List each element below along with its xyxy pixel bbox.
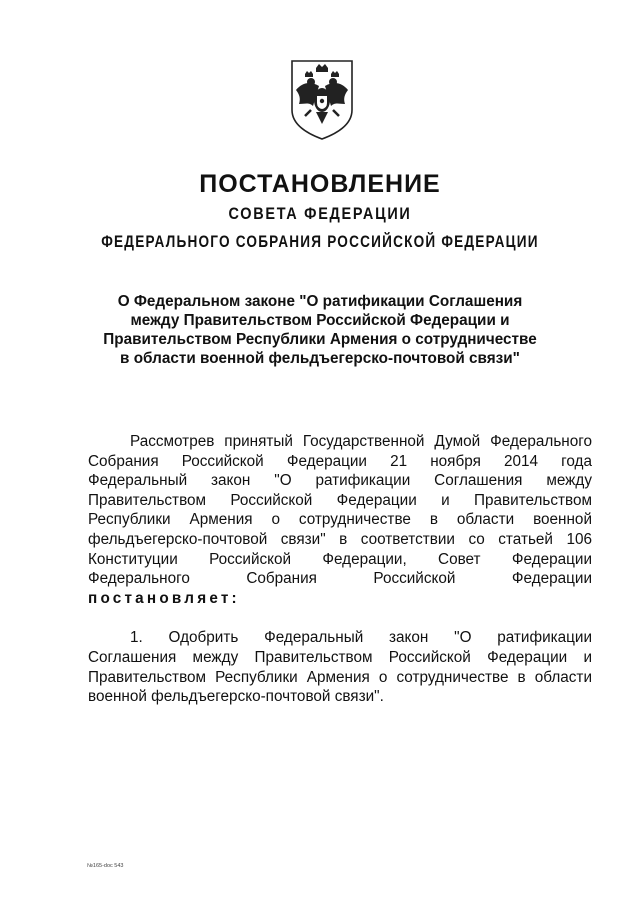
preamble-paragraph [88,432,592,608]
subject-line: О Федеральном законе "О ратификации Соглашения [117,293,523,310]
document-title: ПОСТАНОВЛЕНИЕ [199,170,441,198]
paragraph-line: Конституции Российской Федерации, Совет Федерации [88,550,592,568]
paragraph-line: фельдъегерско-почтовой связи" в соответствии со статьей 106 [88,530,592,548]
subject-line: между Правительством Российской Федерации и [130,312,510,329]
paragraph-line: 1. Одобрить Федеральный закон "О ратификации [130,629,592,647]
paragraph-line: Собрания Российской Федерации 21 ноября 2014 года [88,452,592,470]
subject-line: Правительством Республики Армения о сотрудничестве [103,331,537,348]
paragraph-line: Республики Армения о сотрудничестве в области военной [88,511,592,529]
document-subject [70,292,570,368]
paragraph-line: Правительством Российской Федерации и Правительством [88,491,592,509]
paragraph-line: Федерального Собрания Российской Федерации [88,570,592,588]
decree-word: постановляет: [88,589,240,607]
issuer-line: СОВЕТА ФЕДЕРАЦИИ [228,204,412,223]
paragraph-line: Соглашения между Правительством Российской Федерации и [88,648,592,666]
paragraph-line: Федеральный закон "О ратификации Соглашения между [88,472,592,490]
document-body [88,432,592,707]
russian-coat-of-arms-icon [289,58,355,142]
paragraph-line: Правительством Республики Армения о сотрудничестве в области [88,668,592,686]
paragraph-line: военной фельдъегерско-почтовой связи". [88,688,384,706]
decision-item-1 [88,628,592,706]
subject-line: в области военной фельдъегерско-почтовой связи" [120,350,520,367]
document-code: №165-doc 543 [87,863,124,869]
paragraph-line: Рассмотрев принятый Государственной Думой Федерального [130,433,592,450]
issuer-line-full: ФЕДЕРАЛЬНОГО СОБРАНИЯ РОССИЙСКОЙ ФЕДЕРАЦИИ [101,232,539,251]
